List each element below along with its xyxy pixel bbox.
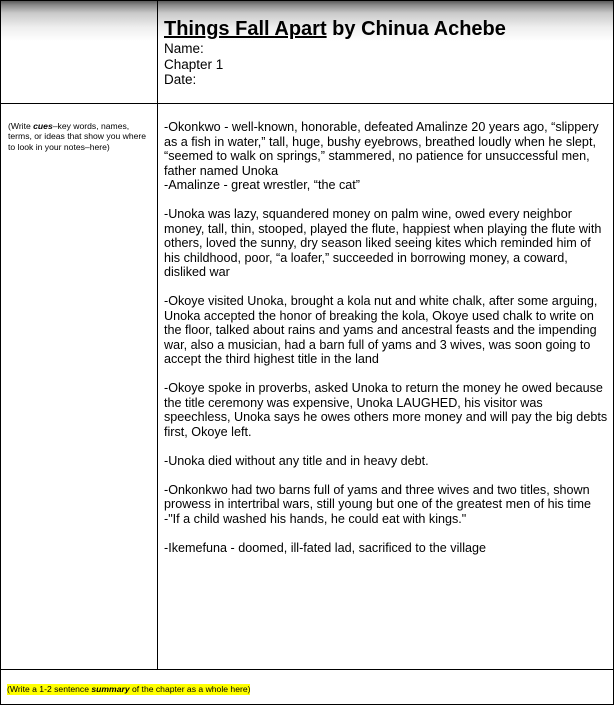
summary-hint-after: of the chapter as a whole here) bbox=[129, 684, 251, 694]
document-title bbox=[164, 18, 506, 41]
book-title: Things Fall Apart bbox=[164, 18, 327, 40]
cue-hint-after: –key words, names, terms, or ideas that show you where to look in your notes–here) bbox=[8, 121, 147, 152]
note-line: -Unoka died without any title and in heavy debt. bbox=[164, 453, 429, 468]
note-paragraph-ikemefuna bbox=[164, 541, 610, 556]
cue-column bbox=[1, 104, 158, 669]
summary-hint-before: (Write a 1-2 sentence bbox=[7, 684, 92, 694]
header-column-divider bbox=[157, 1, 158, 103]
cue-instructions bbox=[8, 121, 153, 152]
summary-section bbox=[1, 669, 613, 705]
summary-hint-summary-word: summary bbox=[91, 684, 130, 694]
note-paragraph-unoka-death bbox=[164, 454, 610, 469]
note-line: -Onkonkwo had two barns full of yams and three wives and two titles, shown prowess in intertribal wars, still young but one of the greatest men of his time bbox=[164, 482, 591, 511]
note-line: -Okoye visited Unoka, brought a kola nut and white chalk, after some arguing, Unoka accepted the honor of breaking the kola, Okoye used chalk to write on the floor, talked about rains and yams and ancestral feasts and the impending war, also a musician, had a barn full of yams and 3 wives, was soon going to accept the third highest title in the land bbox=[164, 294, 598, 366]
note-paragraph-okoye-visit bbox=[164, 294, 610, 367]
cue-hint-cues-word: cues bbox=[33, 121, 53, 131]
notes-column bbox=[164, 120, 610, 570]
name-label: Name: bbox=[164, 41, 204, 56]
author-text: by Chinua Achebe bbox=[326, 18, 506, 40]
note-line: -"If a child washed his hands, he could eat with kings." bbox=[164, 511, 467, 526]
summary-instructions bbox=[7, 684, 250, 695]
note-line: -Okonkwo - well-known, honorable, defeated Amalinze 20 years ago, “slippery as a fish in water,” tall, huge, bushy eyebrows, breathed loudly when he slept, “seemed to walk on springs,” stammered, no patience for unsuccessful men, father named Unoka bbox=[164, 120, 599, 178]
note-paragraph-unoka bbox=[164, 207, 610, 280]
cue-hint-before: (Write bbox=[8, 121, 34, 131]
note-paragraph-okonkwo-achievements bbox=[164, 483, 610, 527]
note-line: -Unoka was lazy, squandered money on palm wine, owed every neighbor money, tall, thin, stooped, played the flute, happiest when playing the flute with others, loved the sunny, dry season liked seeing kites which reminded him of his childhood, poor, “a loafer,” succeeded in borrowing money, a coward, disliked war bbox=[164, 207, 602, 279]
header-meta bbox=[164, 41, 223, 88]
chapter-label: Chapter 1 bbox=[164, 56, 224, 72]
note-line: -Amalinze - great wrestler, “the cat” bbox=[164, 178, 360, 192]
note-line: -Ikemefuna - doomed, ill-fated lad, sacrificed to the village bbox=[164, 540, 487, 555]
header-section bbox=[1, 1, 613, 104]
note-paragraph-okoye-proverbs bbox=[164, 381, 610, 439]
date-label: Date: bbox=[164, 72, 197, 87]
note-paragraph-okonkwo bbox=[164, 120, 610, 193]
note-line: -Okoye spoke in proverbs, asked Unoka to return the money he owed because the title ceremony was expensive, Unoka LAUGHED, his visitor was speechless, Unoka says he owes others more money and will pay the big debts first, Okoye left. bbox=[164, 381, 608, 439]
